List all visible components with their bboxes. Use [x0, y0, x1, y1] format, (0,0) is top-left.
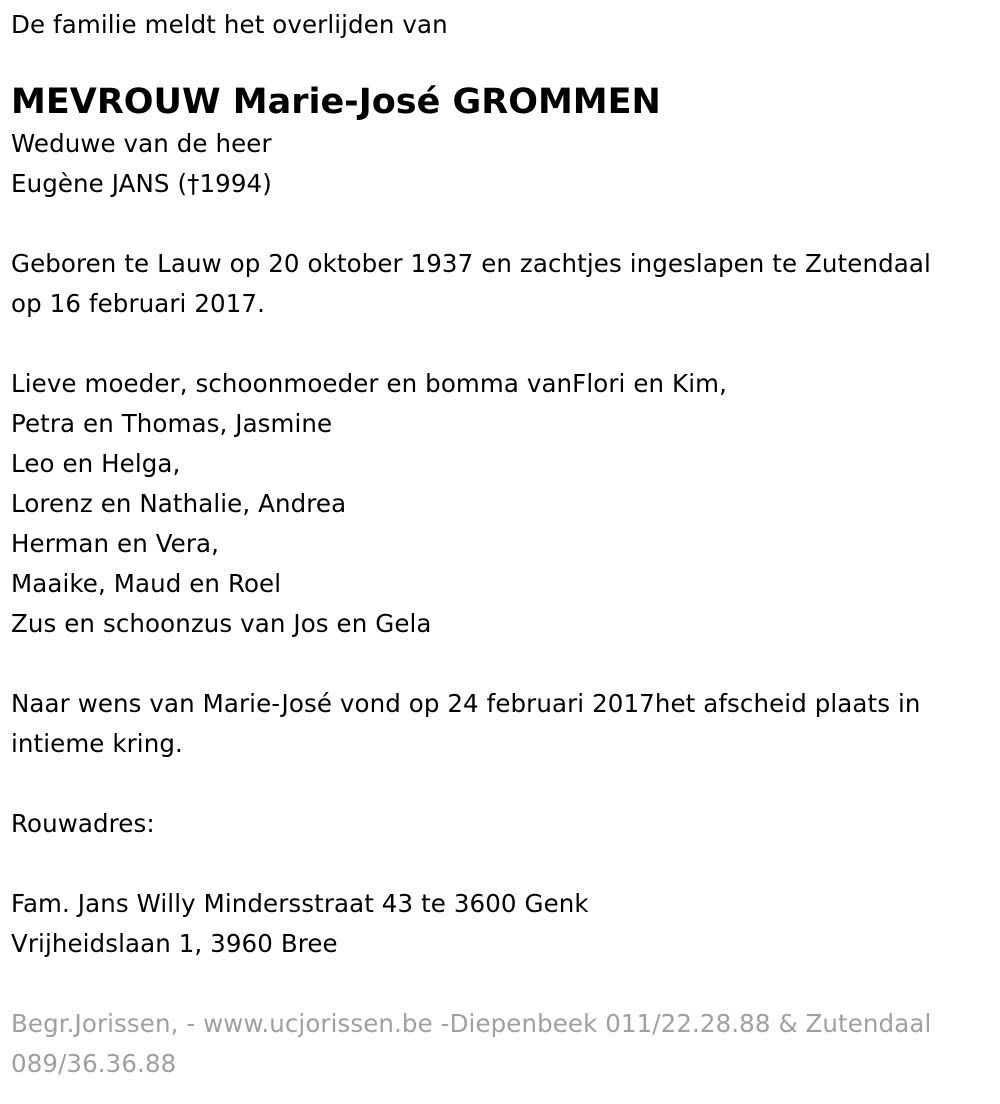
family-line: Petra en Thomas, Jasmine: [11, 409, 333, 438]
intro-text: De familie meldt het overlijden van: [11, 10, 448, 39]
family-line: Lorenz en Nathalie, Andrea: [11, 489, 347, 518]
family-section: [11, 364, 1000, 644]
farewell-section: [11, 684, 1000, 764]
family-line: Zus en schoonzus van Jos en Gela: [11, 609, 432, 638]
address-label: Rouwadres:: [11, 809, 155, 838]
farewell-line-2: intieme kring.: [11, 729, 183, 758]
address-section: [11, 884, 1000, 964]
family-line: Lieve moeder, schoonmoeder en bomma vanFlori en Kim,: [11, 369, 727, 398]
birth-death-line-1: Geboren te Lauw op 20 oktober 1937 en zachtjes ingeslapen te Zutendaal: [11, 249, 931, 278]
undertaker-footer: [11, 1004, 1000, 1084]
address-label-section: [11, 804, 1000, 844]
spouse-section: [11, 124, 1000, 204]
birth-death-section: [11, 244, 1000, 324]
footer-line-1: Begr.Jorissen, - www.ucjorissen.be -Diepenbeek 011/22.28.88 & Zutendaal: [11, 1009, 932, 1038]
address-line: Fam. Jans Willy Mindersstraat 43 te 3600 Genk: [11, 889, 589, 918]
address-line: Vrijheidslaan 1, 3960 Bree: [11, 929, 338, 958]
farewell-line-1: Naar wens van Marie-José vond op 24 februari 2017het afscheid plaats in: [11, 689, 921, 718]
family-line: Herman en Vera,: [11, 529, 220, 558]
birth-death-line-2: op 16 februari 2017.: [11, 289, 265, 318]
footer-line-2: 089/36.36.88: [11, 1049, 177, 1078]
spouse-line-2: Eugène JANS (†1994): [11, 169, 272, 198]
spouse-line-1: Weduwe van de heer: [11, 129, 272, 158]
family-line: Leo en Helga,: [11, 449, 181, 478]
family-line: Maaike, Maud en Roel: [11, 569, 282, 598]
deceased-name: MEVROUW Marie-José GROMMEN: [11, 82, 661, 122]
